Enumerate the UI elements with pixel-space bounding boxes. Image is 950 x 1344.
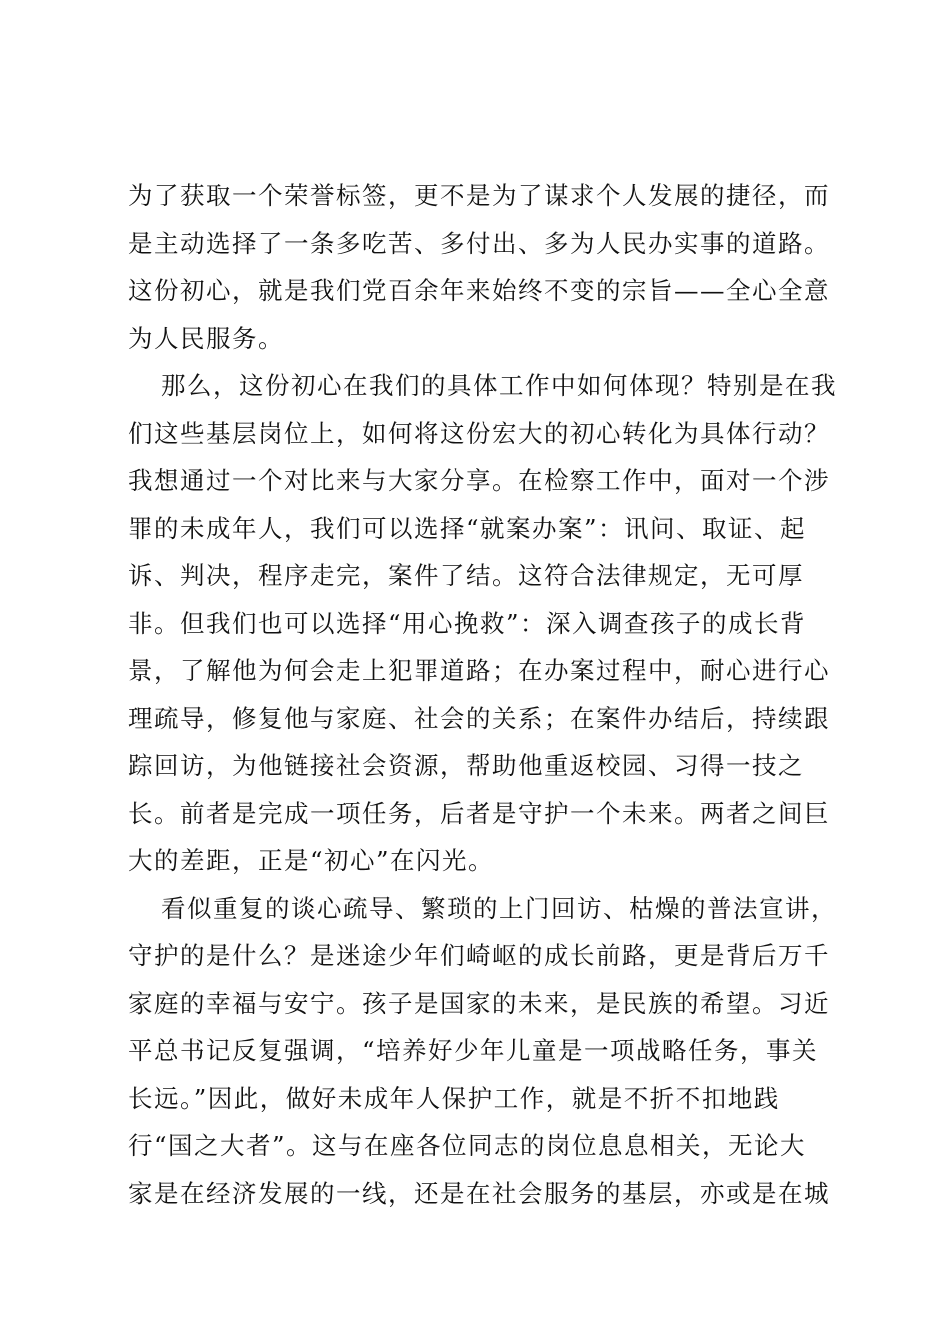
- text-line: 看似重复的谈心疏导、繁琐的上门回访、枯燥的普法宣讲，: [161, 893, 837, 923]
- paragraph-2: [128, 362, 837, 885]
- text-line: 景，了解他为何会走上犯罪道路；在办案过程中，耐心进行心: [128, 656, 830, 685]
- text-line: 长。前者是完成一项任务，后者是守护一个未来。两者之间巨: [128, 798, 830, 828]
- text-line: 非。但我们也可以选择“用心挽救”：深入调查孩子的成长背: [128, 608, 807, 638]
- text-line: 们这些基层岗位上，如何将这份宏大的初心转化为具体行动？: [128, 418, 830, 448]
- text-line: 诉、判决，程序走完，案件了结。这符合法律规定，无可厚: [128, 561, 804, 590]
- text-line: 这份初心，就是我们党百余年来始终不变的宗旨——全心全意: [128, 276, 830, 305]
- text-line: 家庭的幸福与安宁。孩子是国家的未来，是民族的希望。习近: [128, 988, 830, 1018]
- text-line: 为了获取一个荣誉标签，更不是为了谋求个人发展的捷径，而: [128, 181, 830, 210]
- text-line: 我想通过一个对比来与大家分享。在检察工作中，面对一个涉: [128, 466, 830, 495]
- text-line: 平总书记反复强调，“培养好少年儿童是一项战略任务，事关: [128, 1036, 819, 1065]
- text-line: 大的差距，正是“初心”在闪光。: [128, 846, 495, 875]
- text-line: 是主动选择了一条多吃苦、多付出、多为人民办实事的道路。: [128, 228, 830, 258]
- text-line: 为人民服务。: [128, 323, 284, 353]
- text-line: 理疏导，修复他与家庭、社会的关系；在案件办结后，持续跟: [128, 703, 830, 733]
- paragraph-1: [128, 172, 828, 362]
- text-line: 家是在经济发展的一线，还是在社会服务的基层，亦或是在城: [128, 1178, 830, 1208]
- text-line: 那么，这份初心在我们的具体工作中如何体现？特别是在我: [161, 371, 837, 400]
- text-line: 行“国之大者”。这与在座各位同志的岗位息息相关，无论大: [128, 1131, 807, 1160]
- paragraph-3: [128, 885, 837, 1218]
- text-line: 踪回访，为他链接社会资源，帮助他重返校园、习得一技之: [128, 751, 804, 780]
- text-line: 长远。”因此，做好未成年人保护工作，就是不折不扣地践: [128, 1083, 780, 1113]
- body-text: [128, 172, 837, 1217]
- text-line: 守护的是什么？是迷途少年们崎岖的成长前路，更是背后万千: [128, 941, 830, 970]
- text-line: 罪的未成年人，我们可以选择“就案办案”：讯问、取证、起: [128, 513, 807, 543]
